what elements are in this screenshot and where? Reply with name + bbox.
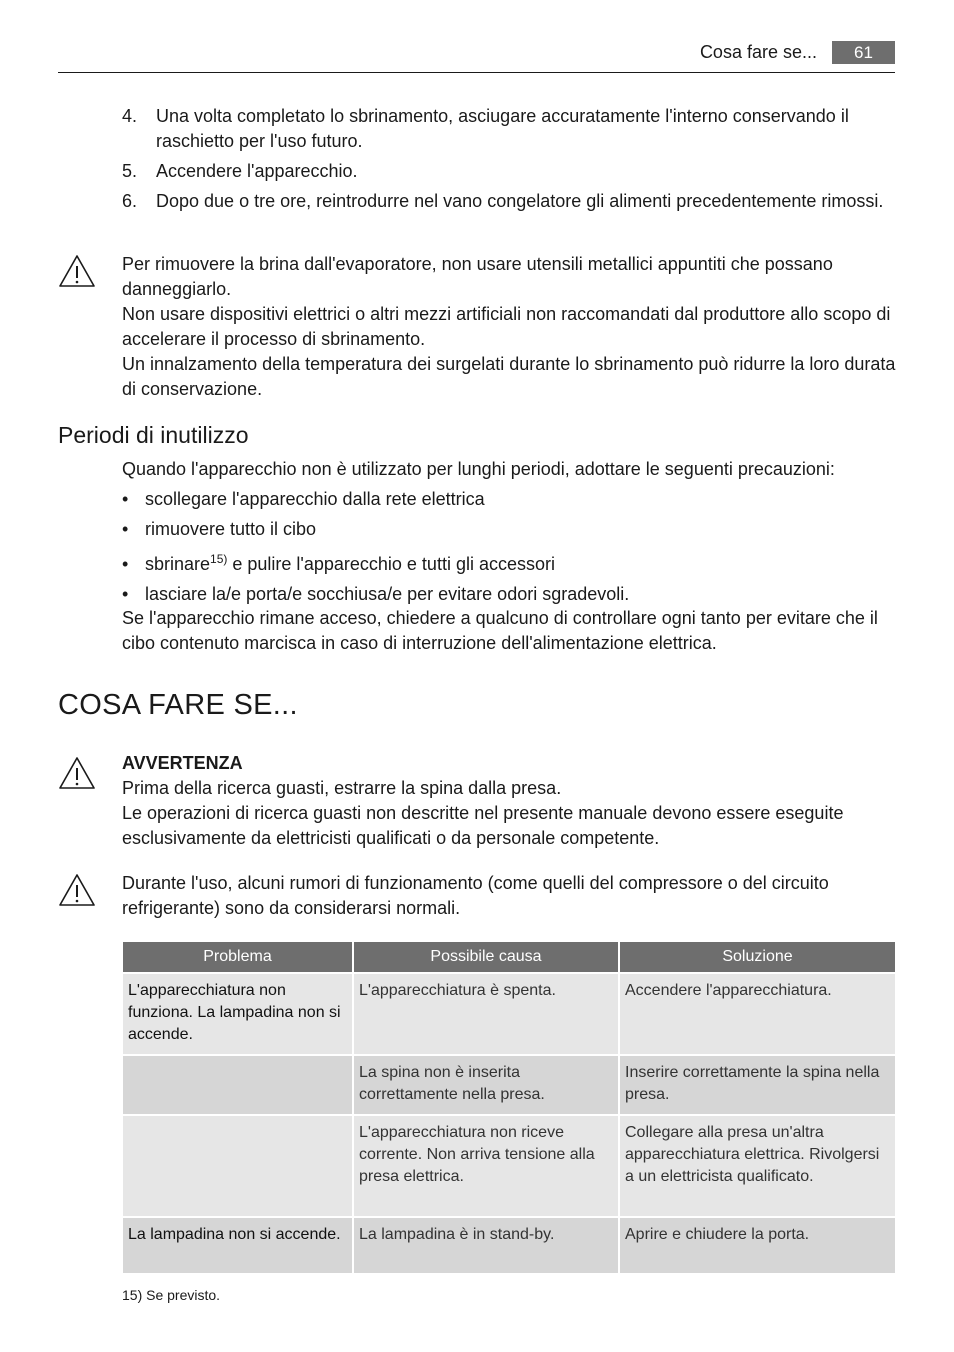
- bullet-icon: •: [122, 489, 129, 509]
- warning-text: Prima della ricerca guasti, estrarre la spina dalla presa.: [122, 778, 562, 798]
- list-item: [122, 487, 485, 512]
- cell-cause: L'apparecchiatura non riceve corrente. Non arriva tensione alla presa elettrica.: [354, 1116, 618, 1216]
- page-number: 61: [832, 41, 895, 64]
- column-header: Possibile causa: [354, 942, 618, 972]
- warning-triangle-icon: [58, 756, 96, 790]
- cell-problem: [123, 1116, 352, 1216]
- caution-text: Durante l'uso, alcuni rumori di funzionamento (come quelli del compressore o del circuito refrigerante) sono da considerarsi normali.: [122, 873, 829, 918]
- cell-solution: Accendere l'apparecchiatura.: [620, 974, 895, 1054]
- cell-cause: L'apparecchiatura è spenta.: [354, 974, 618, 1054]
- step-number: 4.: [122, 106, 138, 126]
- section-heading: Periodi di inutilizzo: [58, 422, 249, 448]
- step-number: 6.: [122, 191, 138, 211]
- warning-label: AVVERTENZA: [122, 753, 243, 773]
- table-row: [123, 1056, 895, 1114]
- cell-problem: [123, 1056, 352, 1114]
- step-text: Accendere l'apparecchio.: [156, 161, 358, 181]
- table-row: [123, 974, 895, 1054]
- caution-text: Non usare dispositivi elettrici o altri mezzi artificiali non raccomandati dal produttore allo scopo di accelerare il processo di sbrinamento.: [122, 304, 891, 349]
- caution-text: Un innalzamento della temperatura dei surgelati durante lo sbrinamento può ridurre la loro durata di conservazione.: [122, 354, 896, 399]
- column-header: Soluzione: [620, 942, 895, 972]
- cell-cause: La lampadina è in stand-by.: [354, 1218, 618, 1273]
- list-item: [122, 552, 555, 577]
- table-row: [123, 1116, 895, 1216]
- step-number: 5.: [122, 161, 138, 181]
- list-item: [122, 517, 316, 542]
- cell-problem: La lampadina non si accende.: [123, 1218, 352, 1273]
- list-item-text: sbrinare: [145, 554, 211, 574]
- bullet-icon: •: [122, 584, 129, 604]
- caution-text: Per rimuovere la brina dall'evaporatore, non usare utensili metallici appuntiti che possano danneggiarlo.: [122, 254, 833, 299]
- warning-triangle-icon: [58, 254, 96, 288]
- step-text: Dopo due o tre ore, reintrodurre nel vano congelatore gli alimenti precedentemente rimossi.: [156, 191, 884, 211]
- list-item: [122, 582, 629, 607]
- page-header: [58, 40, 895, 73]
- footnote-ref: 15): [210, 552, 228, 566]
- column-header: Problema: [123, 942, 352, 972]
- bullet-icon: •: [122, 519, 129, 539]
- bullet-icon: •: [122, 554, 129, 574]
- list-item-text: rimuovere tutto il cibo: [145, 519, 317, 539]
- header-section-title: Cosa fare se...: [699, 42, 817, 62]
- table-row: [123, 1218, 895, 1273]
- table-header-row: [123, 942, 895, 972]
- footnote: 15) Se previsto.: [122, 1287, 221, 1303]
- cell-solution: Collegare alla presa un'altra apparecchiatura elettrica. Rivolgersi a un elettricista qualificato.: [620, 1116, 895, 1216]
- step-text: Una volta completato lo sbrinamento, asciugare accuratamente l'interno conservando il raschietto per l'uso futuro.: [156, 106, 849, 151]
- cell-solution: Inserire correttamente la spina nella presa.: [620, 1056, 895, 1114]
- warning-text: Le operazioni di ricerca guasti non descritte nel presente manuale devono essere eseguite esclusivamente da elettricisti qualificati o da personale competente.: [122, 803, 844, 848]
- page-title: COSA FARE SE...: [58, 689, 298, 721]
- warning-triangle-icon: [58, 873, 96, 907]
- section-outro: Se l'apparecchio rimane acceso, chiedere a qualcuno di controllare ogni tanto per evitare che il cibo contenuto marcisca in caso di interruzione dell'alimentazione elettrica.: [122, 608, 878, 653]
- section-intro: Quando l'apparecchio non è utilizzato per lunghi periodi, adottare le seguenti precauzioni:: [122, 459, 835, 479]
- cell-cause: La spina non è inserita correttamente nella presa.: [354, 1056, 618, 1114]
- cell-solution: Aprire e chiudere la porta.: [620, 1218, 895, 1273]
- troubleshooting-table: [121, 940, 897, 1275]
- warning-block: [122, 751, 897, 851]
- list-item-text: scollegare l'apparecchio dalla rete elettrica: [145, 489, 485, 509]
- list-item-text: e pulire l'apparecchio e tutti gli accessori: [227, 554, 555, 574]
- list-item-text: lasciare la/e porta/e socchiusa/e per evitare odori sgradevoli.: [145, 584, 630, 604]
- caution-block: [122, 252, 897, 402]
- cell-problem: L'apparecchiatura non funziona. La lampadina non si accende.: [123, 974, 352, 1054]
